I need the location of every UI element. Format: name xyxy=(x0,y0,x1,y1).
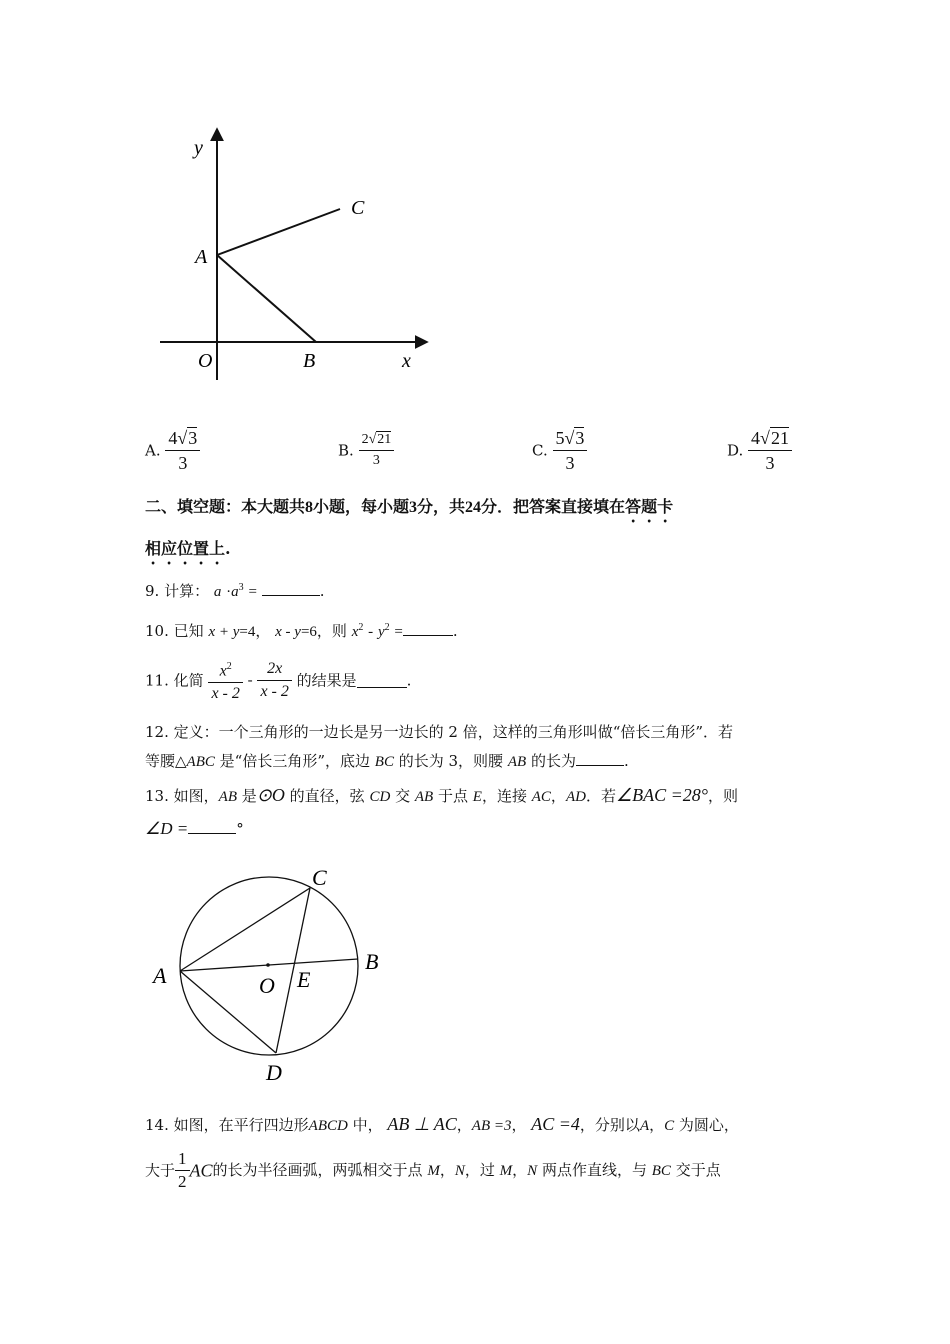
emphasis-position: 相应位置上 xyxy=(145,539,226,558)
answer-blank-9[interactable] xyxy=(262,581,320,596)
segment-AB xyxy=(217,255,316,342)
label-C: C xyxy=(351,197,365,219)
answer-blank-13[interactable] xyxy=(188,819,236,834)
option-d[interactable]: D. $\frac{4√21}{3}$ xyxy=(727,426,792,475)
option-a[interactable]: A. $\frac{4√3}{3}$ xyxy=(145,426,200,475)
question-13-line2: ∠D = ° xyxy=(145,819,244,838)
answer-blank-11[interactable] xyxy=(357,673,407,688)
figure-circle-diagram xyxy=(145,855,395,1090)
emphasis-answer-card: 答题卡 xyxy=(625,497,674,516)
answer-blank-12[interactable] xyxy=(576,751,624,766)
label-E2: E xyxy=(297,967,311,992)
question-10: 10. 已知 x + y=4， x - y=6，则 $x^2 - y^2$ = . xyxy=(145,622,458,640)
label-O: O xyxy=(198,350,213,372)
label-B2: B xyxy=(365,949,379,974)
label-D2: D xyxy=(266,1060,282,1085)
section-heading-line2: 相应位置上. xyxy=(145,539,231,558)
question-11: 11. 化简 $\frac{x^2}{x - 2}$ - $\frac{2x}{x - 2}$ 的结果是 . xyxy=(145,656,411,705)
label-A2: A xyxy=(153,963,167,988)
figure-coordinate-diagram xyxy=(150,120,450,380)
question-12-line2: 等腰△ABC 是“倍长三角形”，底边 BC 的长为 3，则腰 AB 的长为 . xyxy=(145,752,629,770)
label-x: x xyxy=(402,350,411,372)
label-A: A xyxy=(195,246,208,268)
center-point xyxy=(266,963,270,967)
option-b[interactable]: B. $\frac{2√21}{3}$ xyxy=(338,430,394,471)
answer-blank-10[interactable] xyxy=(403,621,453,636)
segment-AC xyxy=(217,209,340,255)
section-heading: 二、填空题：本大题共8小题，每小题3分，共24分．把答案直接填在答题卡 xyxy=(145,497,674,516)
label-y: y xyxy=(194,137,203,159)
chord-AC xyxy=(180,888,310,971)
question-14-line2: 大于 $\frac{1}{2}$ AC的长为半径画弧，两弧相交于点 M，N，过 M，N 两点作直线，与 BC 交于点 xyxy=(145,1149,721,1191)
label-B: B xyxy=(303,350,316,372)
label-O2: O xyxy=(259,973,275,998)
question-12-line1: 12. 定义：一个三角形的一边长是另一边长的 2 倍，这样的三角形叫做“倍长三角形”．若 xyxy=(145,723,734,741)
question-13-line1: 13. 如图，AB 是⊙O 的直径，弦 CD 交 AB 于点 E，连接 AC，AD．若∠BAC =28°，则 xyxy=(145,785,738,805)
option-c[interactable]: C. $\frac{5√3}{3}$ xyxy=(532,426,587,475)
question-14-line1: 14. 如图，在平行四边形ABCD 中， AB ⊥ AC，AB =3， AC =4，分别以A，C 为圆心， xyxy=(145,1114,739,1134)
question-9: 9. 计算： $a \cdot a^3$ = . xyxy=(145,582,325,600)
label-C2: C xyxy=(312,865,327,890)
